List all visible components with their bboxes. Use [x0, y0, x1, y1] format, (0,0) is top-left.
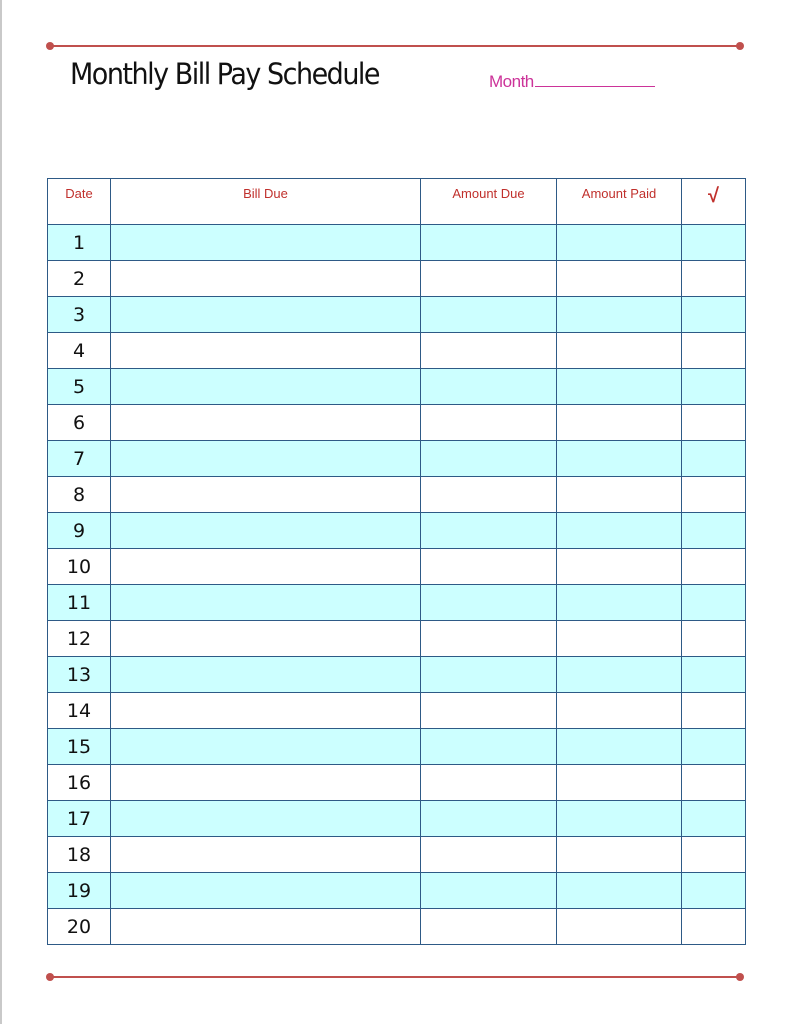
amount-due-cell[interactable] [421, 225, 557, 261]
bill-due-cell[interactable] [111, 729, 421, 765]
table-row [48, 657, 746, 693]
bill-due-cell[interactable] [111, 549, 421, 585]
date-cell: 15 [48, 729, 111, 765]
amount-paid-cell[interactable] [557, 369, 682, 405]
page-edge [0, 0, 2, 1024]
paid-check-cell[interactable] [682, 297, 746, 333]
month-label: Month [489, 72, 534, 91]
table-row [48, 729, 746, 765]
bill-due-cell[interactable] [111, 333, 421, 369]
bill-due-cell[interactable] [111, 297, 421, 333]
table-row [48, 585, 746, 621]
month-blank-line [535, 76, 655, 87]
table-row [48, 441, 746, 477]
date-cell: 6 [48, 405, 111, 441]
amount-due-cell[interactable] [421, 297, 557, 333]
date-cell: 20 [48, 909, 111, 945]
table-row [48, 225, 746, 261]
bill-due-cell[interactable] [111, 513, 421, 549]
bill-due-cell[interactable] [111, 765, 421, 801]
amount-paid-cell[interactable] [557, 657, 682, 693]
paid-check-cell[interactable] [682, 729, 746, 765]
amount-due-cell[interactable] [421, 765, 557, 801]
amount-paid-cell[interactable] [557, 585, 682, 621]
amount-paid-cell[interactable] [557, 729, 682, 765]
date-cell: 9 [48, 513, 111, 549]
amount-due-cell[interactable] [421, 621, 557, 657]
col-header-amount-paid: Amount Paid [557, 179, 682, 225]
amount-paid-cell[interactable] [557, 225, 682, 261]
paid-check-cell[interactable] [682, 693, 746, 729]
amount-due-cell[interactable] [421, 333, 557, 369]
bill-schedule-table [47, 178, 746, 945]
paid-check-cell[interactable] [682, 837, 746, 873]
table-row [48, 765, 746, 801]
paid-check-cell[interactable] [682, 765, 746, 801]
amount-due-cell[interactable] [421, 477, 557, 513]
bill-due-cell[interactable] [111, 477, 421, 513]
amount-paid-cell[interactable] [557, 621, 682, 657]
amount-due-cell[interactable] [421, 801, 557, 837]
date-cell: 7 [48, 441, 111, 477]
date-cell: 19 [48, 873, 111, 909]
bill-due-cell[interactable] [111, 441, 421, 477]
date-cell: 5 [48, 369, 111, 405]
table-row [48, 477, 746, 513]
table-row [48, 513, 746, 549]
amount-paid-cell[interactable] [557, 441, 682, 477]
paid-check-cell[interactable] [682, 513, 746, 549]
amount-paid-cell[interactable] [557, 297, 682, 333]
bill-due-cell[interactable] [111, 369, 421, 405]
paid-check-cell[interactable] [682, 441, 746, 477]
bill-due-cell[interactable] [111, 225, 421, 261]
table-row [48, 369, 746, 405]
table-row [48, 693, 746, 729]
paid-check-cell[interactable] [682, 549, 746, 585]
col-header-amount-due: Amount Due [421, 179, 557, 225]
date-cell: 16 [48, 765, 111, 801]
table-row [48, 621, 746, 657]
amount-due-cell[interactable] [421, 513, 557, 549]
divider-dot-right [736, 42, 744, 50]
table-row [48, 261, 746, 297]
header-row [48, 179, 746, 225]
amount-due-cell[interactable] [421, 657, 557, 693]
bill-due-cell[interactable] [111, 657, 421, 693]
table-row [48, 405, 746, 441]
amount-paid-cell[interactable] [557, 333, 682, 369]
paid-check-cell[interactable] [682, 585, 746, 621]
amount-due-cell[interactable] [421, 837, 557, 873]
amount-due-cell[interactable] [421, 585, 557, 621]
paid-check-cell[interactable] [682, 621, 746, 657]
date-cell: 8 [48, 477, 111, 513]
amount-paid-cell[interactable] [557, 693, 682, 729]
date-cell: 10 [48, 549, 111, 585]
amount-paid-cell[interactable] [557, 873, 682, 909]
date-cell: 13 [48, 657, 111, 693]
paid-check-cell[interactable] [682, 333, 746, 369]
bill-due-cell[interactable] [111, 585, 421, 621]
bill-due-cell[interactable] [111, 405, 421, 441]
paid-check-cell[interactable] [682, 225, 746, 261]
bill-due-cell[interactable] [111, 261, 421, 297]
date-cell: 3 [48, 297, 111, 333]
date-cell: 4 [48, 333, 111, 369]
table-row [48, 333, 746, 369]
amount-due-cell[interactable] [421, 405, 557, 441]
paid-check-cell[interactable] [682, 405, 746, 441]
amount-due-cell[interactable] [421, 441, 557, 477]
paid-check-cell[interactable] [682, 477, 746, 513]
date-cell: 14 [48, 693, 111, 729]
amount-due-cell[interactable] [421, 909, 557, 945]
amount-paid-cell[interactable] [557, 261, 682, 297]
paid-check-cell[interactable] [682, 261, 746, 297]
date-cell: 1 [48, 225, 111, 261]
amount-due-cell[interactable] [421, 729, 557, 765]
amount-paid-cell[interactable] [557, 765, 682, 801]
date-cell: 11 [48, 585, 111, 621]
top-divider [50, 45, 740, 47]
paid-check-cell[interactable] [682, 801, 746, 837]
month-field[interactable] [489, 72, 655, 92]
table-row [48, 873, 746, 909]
paid-check-cell[interactable] [682, 873, 746, 909]
amount-due-cell[interactable] [421, 693, 557, 729]
amount-paid-cell[interactable] [557, 801, 682, 837]
amount-paid-cell[interactable] [557, 549, 682, 585]
bill-due-cell[interactable] [111, 693, 421, 729]
amount-paid-cell[interactable] [557, 837, 682, 873]
amount-due-cell[interactable] [421, 873, 557, 909]
date-cell: 18 [48, 837, 111, 873]
table-row [48, 909, 746, 945]
bill-due-cell[interactable] [111, 873, 421, 909]
col-header-bill-due: Bill Due [111, 179, 421, 225]
table-row [48, 297, 746, 333]
amount-paid-cell[interactable] [557, 513, 682, 549]
bill-due-cell[interactable] [111, 909, 421, 945]
amount-due-cell[interactable] [421, 261, 557, 297]
bill-due-cell[interactable] [111, 837, 421, 873]
bill-due-cell[interactable] [111, 621, 421, 657]
amount-due-cell[interactable] [421, 549, 557, 585]
paid-check-cell[interactable] [682, 657, 746, 693]
divider-dot-left [46, 973, 54, 981]
table-row [48, 801, 746, 837]
table-row [48, 837, 746, 873]
divider-dot-left [46, 42, 54, 50]
table-body [48, 225, 746, 945]
amount-paid-cell[interactable] [557, 477, 682, 513]
amount-paid-cell[interactable] [557, 909, 682, 945]
amount-due-cell[interactable] [421, 369, 557, 405]
bottom-divider [50, 976, 740, 978]
date-cell: 2 [48, 261, 111, 297]
table-row [48, 549, 746, 585]
date-cell: 17 [48, 801, 111, 837]
paid-check-cell[interactable] [682, 909, 746, 945]
divider-dot-right [736, 973, 744, 981]
paid-check-cell[interactable] [682, 369, 746, 405]
col-header-date: Date [48, 179, 111, 225]
date-cell: 12 [48, 621, 111, 657]
col-header-checkmark: √ [682, 179, 746, 225]
page-title: Monthly Bill Pay Schedule [70, 58, 380, 92]
amount-paid-cell[interactable] [557, 405, 682, 441]
bill-due-cell[interactable] [111, 801, 421, 837]
